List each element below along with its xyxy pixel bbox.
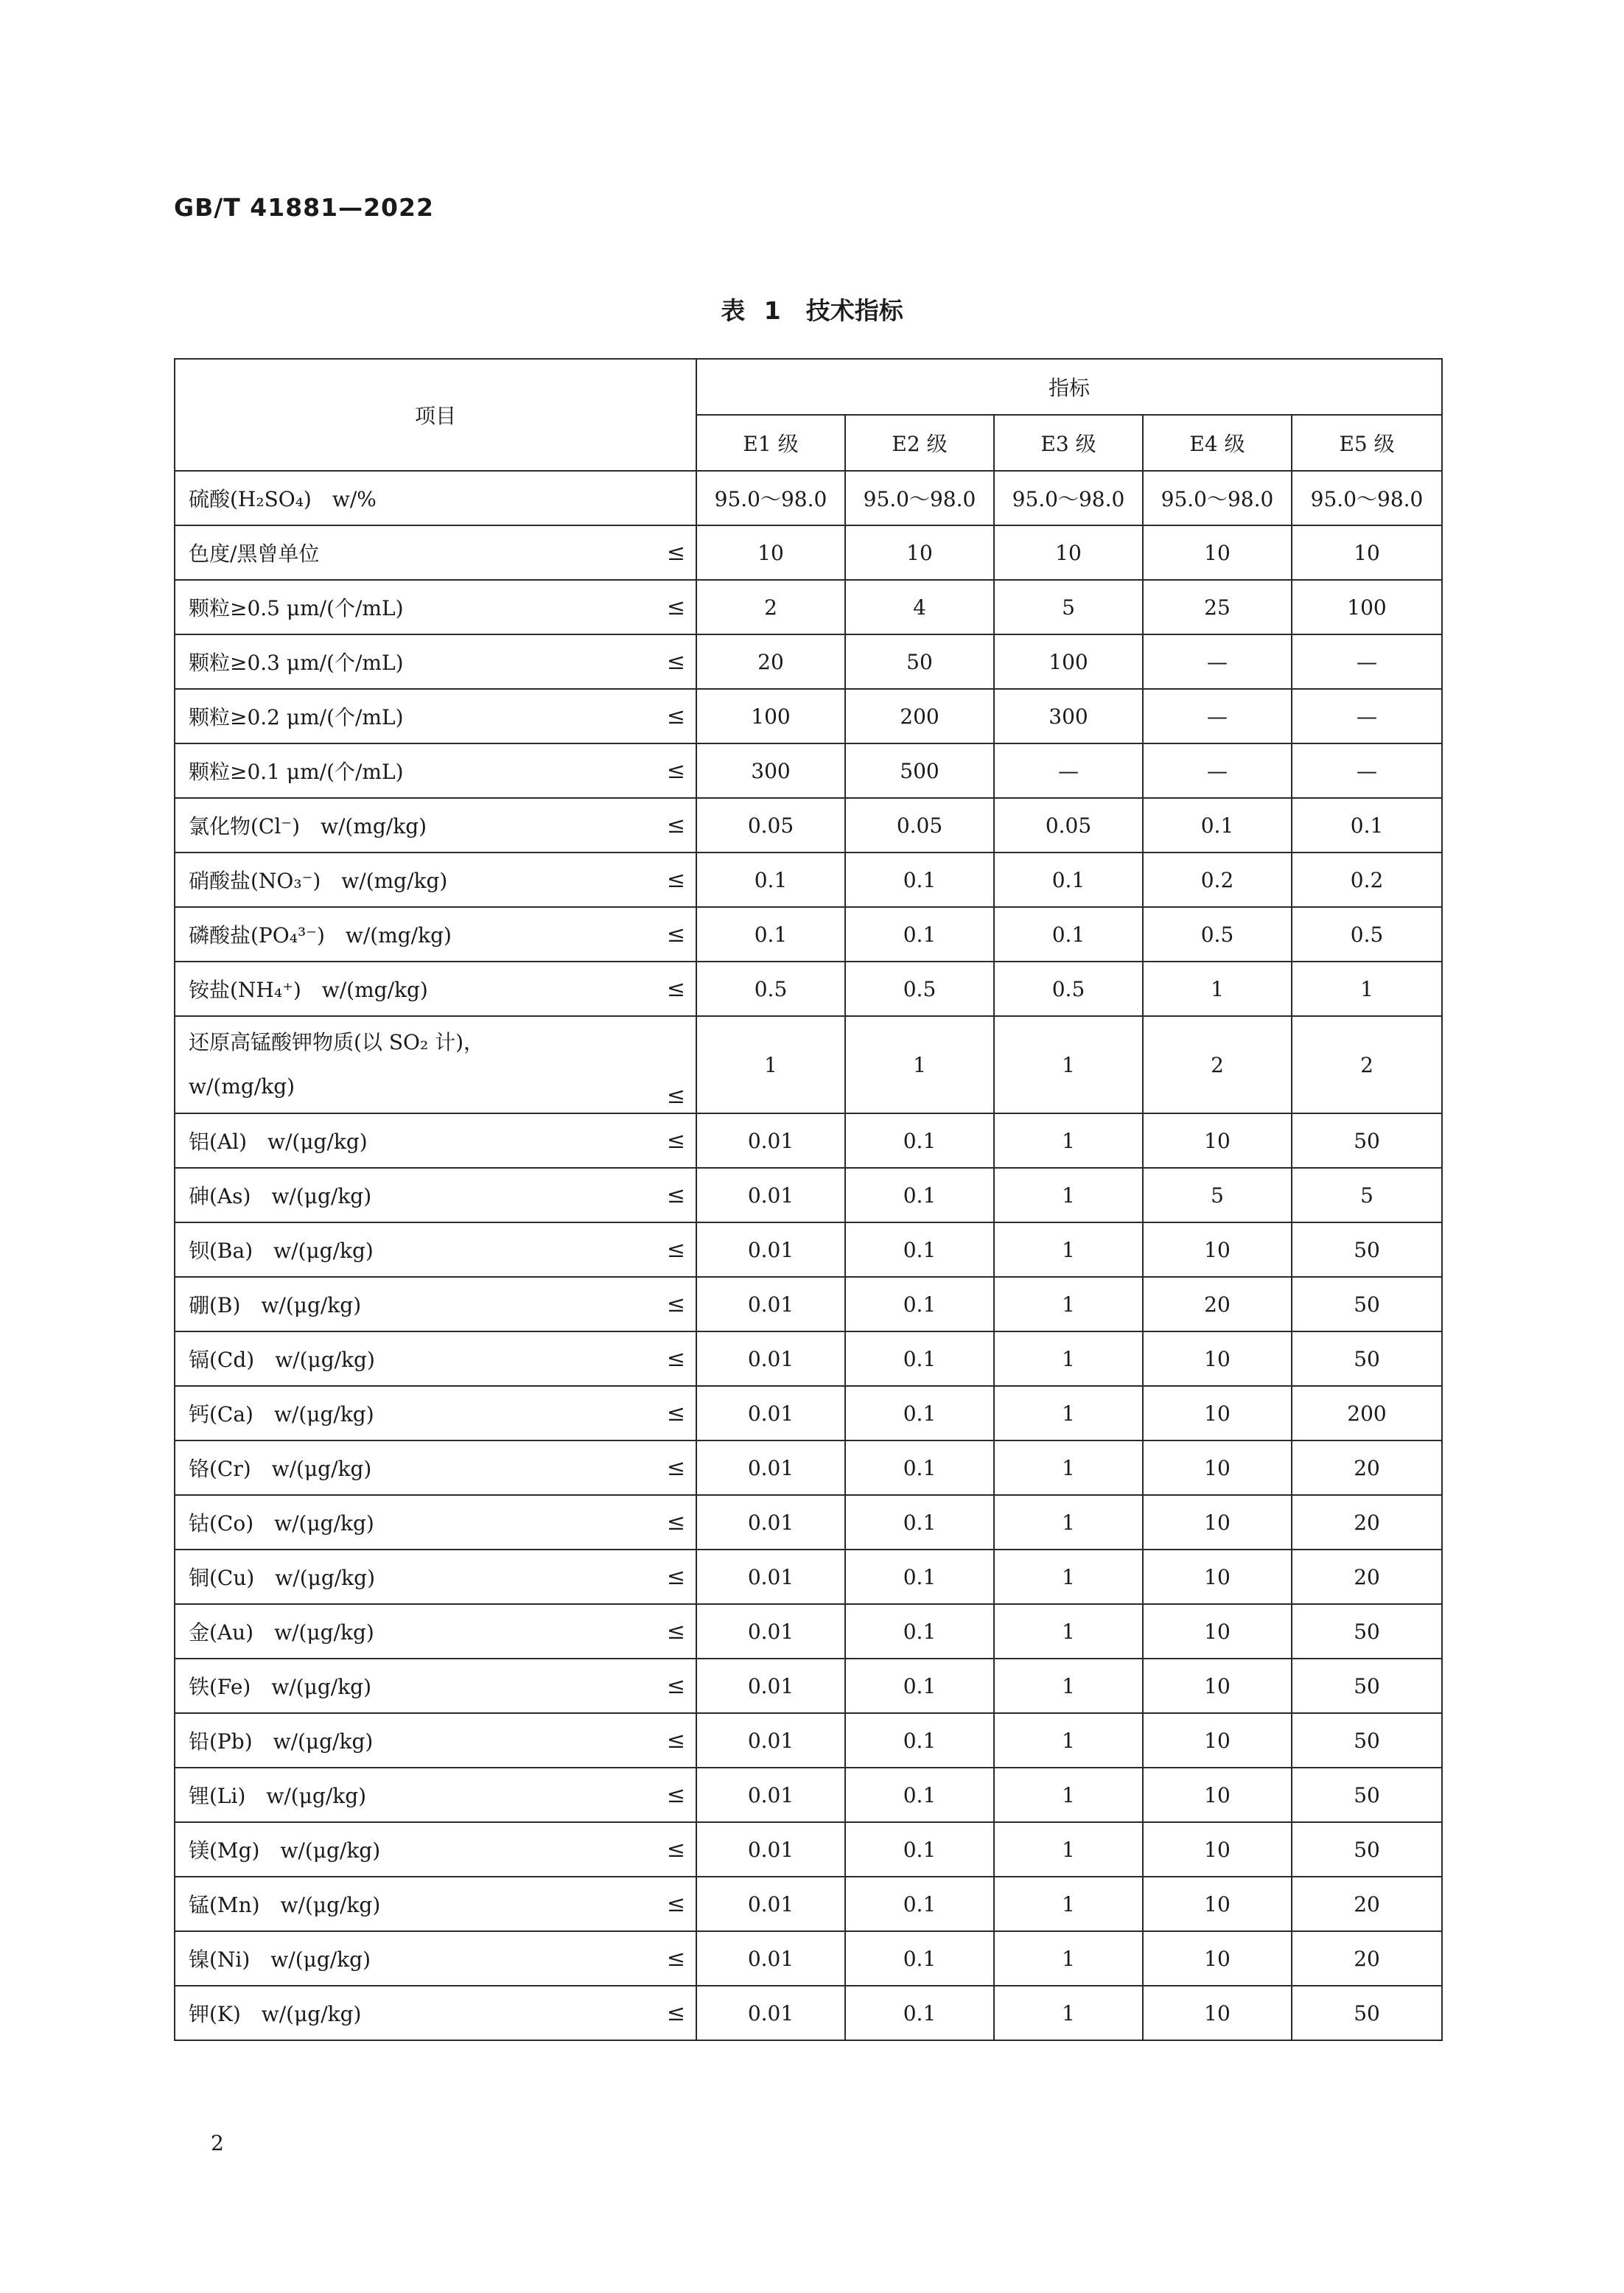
table-row — [175, 1331, 1442, 1386]
table-row — [175, 798, 1442, 853]
item-label: 颗粒≥0.2 μm/(个/mL) — [189, 705, 404, 729]
value-cell: 0.1 — [696, 853, 845, 907]
value-cell: 10 — [1143, 1222, 1292, 1277]
item-label: 锰(Mn) w/(μg/kg) — [189, 1893, 381, 1917]
item-label: 镁(Mg) w/(μg/kg) — [189, 1838, 381, 1863]
value-cell: 50 — [1292, 1222, 1442, 1277]
value-cell: 0.01 — [696, 1277, 845, 1331]
value-cell: 1 — [994, 1713, 1143, 1768]
item-cell — [175, 634, 696, 689]
item-cell — [175, 1659, 696, 1713]
limit-symbol: ≤ — [666, 757, 685, 784]
item-cell — [175, 1931, 696, 1986]
item-label: 铵盐(NH₄⁺) w/(mg/kg) — [189, 978, 428, 1002]
value-cell: 0.1 — [845, 1222, 994, 1277]
value-cell: 50 — [1292, 1659, 1442, 1713]
item-label: 锂(Li) w/(μg/kg) — [189, 1784, 367, 1808]
standard-code: GB/T 41881—2022 — [174, 193, 434, 222]
limit-symbol: ≤ — [666, 1782, 685, 1808]
table-row — [175, 1877, 1442, 1931]
limit-symbol: ≤ — [666, 1236, 685, 1263]
item-label: 镉(Cd) w/(μg/kg) — [189, 1348, 375, 1372]
value-cell: 0.01 — [696, 1550, 845, 1604]
value-cell: 50 — [1292, 1277, 1442, 1331]
value-cell: 10 — [1143, 1331, 1292, 1386]
table-caption: 技术指标 — [805, 296, 903, 325]
table-row — [175, 743, 1442, 798]
table-row — [175, 1495, 1442, 1550]
table-row — [175, 1113, 1442, 1168]
value-cell: 0.1 — [845, 1877, 994, 1931]
limit-symbol: ≤ — [666, 539, 685, 566]
item-cell — [175, 962, 696, 1016]
limit-symbol: ≤ — [666, 1564, 685, 1590]
value-cell: 100 — [994, 634, 1143, 689]
value-cell: 1 — [696, 1016, 845, 1113]
value-cell: 0.01 — [696, 1659, 845, 1713]
value-cell: 1 — [994, 1659, 1143, 1713]
item-cell — [175, 580, 696, 634]
grade-header: E5 级 — [1292, 415, 1442, 471]
table-row — [175, 1768, 1442, 1822]
value-cell: 0.1 — [696, 907, 845, 962]
item-cell — [175, 853, 696, 907]
table-row — [175, 1604, 1442, 1659]
item-label: 金(Au) w/(μg/kg) — [189, 1620, 374, 1645]
value-cell: 10 — [1143, 1768, 1292, 1822]
item-cell — [175, 1877, 696, 1931]
table-row — [175, 1659, 1442, 1713]
value-cell: 0.1 — [845, 1386, 994, 1440]
item-label: 硝酸盐(NO₃⁻) w/(mg/kg) — [189, 869, 448, 893]
table-row — [175, 1016, 1442, 1113]
limit-symbol: ≤ — [666, 594, 685, 620]
item-label: 颗粒≥0.1 μm/(个/mL) — [189, 760, 404, 784]
limit-symbol: ≤ — [666, 867, 685, 893]
value-cell: 10 — [1143, 1659, 1292, 1713]
value-cell: 5 — [1292, 1168, 1442, 1222]
value-cell: 0.2 — [1292, 853, 1442, 907]
item-cell — [175, 1277, 696, 1331]
table-row — [175, 853, 1442, 907]
value-cell: 95.0～98.0 — [1143, 471, 1292, 525]
value-cell: 10 — [1143, 1550, 1292, 1604]
value-cell: 0.1 — [845, 907, 994, 962]
value-cell: 0.01 — [696, 1168, 845, 1222]
value-cell: 0.01 — [696, 1222, 845, 1277]
value-cell: 0.01 — [696, 1386, 845, 1440]
value-cell: 300 — [994, 689, 1143, 743]
item-label: 氯化物(Cl⁻) w/(mg/kg) — [189, 814, 427, 839]
value-cell: 0.01 — [696, 1495, 845, 1550]
table-row — [175, 1386, 1442, 1440]
item-label: 颗粒≥0.5 μm/(个/mL) — [189, 596, 404, 620]
item-label: 钴(Co) w/(μg/kg) — [189, 1511, 374, 1536]
value-cell: 0.01 — [696, 1331, 845, 1386]
value-cell: 0.05 — [994, 798, 1143, 853]
value-cell: — — [1143, 689, 1292, 743]
item-cell — [175, 798, 696, 853]
value-cell: 0.1 — [845, 1768, 994, 1822]
value-cell: 0.1 — [845, 1604, 994, 1659]
value-cell: 10 — [994, 525, 1143, 580]
limit-symbol: ≤ — [666, 976, 685, 1002]
value-cell: 1 — [994, 1495, 1143, 1550]
value-cell: 20 — [1292, 1495, 1442, 1550]
value-cell: 2 — [1292, 1016, 1442, 1113]
value-cell: 20 — [696, 634, 845, 689]
limit-symbol: ≤ — [666, 1400, 685, 1426]
value-cell: 4 — [845, 580, 994, 634]
table-row — [175, 525, 1442, 580]
value-cell: 0.01 — [696, 1604, 845, 1659]
item-cell — [175, 743, 696, 798]
value-cell: 1 — [845, 1016, 994, 1113]
value-cell: 1 — [994, 1440, 1143, 1495]
table-row — [175, 1440, 1442, 1495]
item-cell — [175, 689, 696, 743]
value-cell: 0.01 — [696, 1440, 845, 1495]
limit-symbol: ≤ — [666, 1727, 685, 1754]
value-cell: 95.0～98.0 — [994, 471, 1143, 525]
page-number: 2 — [211, 2131, 224, 2155]
value-cell: 50 — [1292, 1822, 1442, 1877]
item-label: 铝(Al) w/(μg/kg) — [189, 1130, 368, 1154]
item-cell — [175, 1550, 696, 1604]
item-cell — [175, 471, 696, 525]
limit-symbol: ≤ — [666, 1509, 685, 1536]
item-cell — [175, 1713, 696, 1768]
value-cell: 0.01 — [696, 1713, 845, 1768]
table-row — [175, 1822, 1442, 1877]
value-cell: 300 — [696, 743, 845, 798]
value-cell: 10 — [1143, 1822, 1292, 1877]
value-cell: 1 — [994, 1877, 1143, 1931]
value-cell: 0.1 — [845, 1659, 994, 1713]
value-cell: 20 — [1292, 1440, 1442, 1495]
limit-symbol: ≤ — [666, 1291, 685, 1317]
limit-symbol: ≤ — [666, 2000, 685, 2026]
value-cell: 0.1 — [845, 1331, 994, 1386]
table-row — [175, 907, 1442, 962]
limit-symbol: ≤ — [666, 1182, 685, 1208]
value-cell: 0.5 — [994, 962, 1143, 1016]
value-cell: 200 — [845, 689, 994, 743]
value-cell: 10 — [1143, 1986, 1292, 2040]
value-cell: 0.2 — [1143, 853, 1292, 907]
value-cell: 0.01 — [696, 1931, 845, 1986]
value-cell: — — [1292, 743, 1442, 798]
value-cell: 50 — [1292, 1986, 1442, 2040]
item-label: 钡(Ba) w/(μg/kg) — [189, 1239, 374, 1263]
value-cell: 50 — [845, 634, 994, 689]
technical-indicators-table — [174, 358, 1443, 2041]
value-cell: 1 — [994, 1986, 1143, 2040]
item-label-line2: w/(mg/kg) — [189, 1074, 295, 1099]
value-cell: 95.0～98.0 — [696, 471, 845, 525]
item-label: 硫酸(H₂SO₄) w/% — [189, 487, 377, 511]
value-cell: 0.1 — [845, 1168, 994, 1222]
value-cell: 0.1 — [845, 1713, 994, 1768]
value-cell: 0.1 — [1143, 798, 1292, 853]
table-row — [175, 1168, 1442, 1222]
value-cell: 0.1 — [845, 853, 994, 907]
item-label: 钙(Ca) w/(μg/kg) — [189, 1402, 374, 1426]
value-cell: 1 — [1292, 962, 1442, 1016]
item-label: 铁(Fe) w/(μg/kg) — [189, 1675, 372, 1699]
column-header-indicator: 指标 — [696, 359, 1442, 415]
item-label: 还原高锰酸钾物质(以 SO₂ 计)， — [189, 1030, 485, 1054]
item-cell — [175, 1016, 696, 1113]
limit-symbol: ≤ — [666, 1618, 685, 1645]
value-cell: 100 — [696, 689, 845, 743]
value-cell: 95.0～98.0 — [845, 471, 994, 525]
value-cell: 0.1 — [845, 1550, 994, 1604]
value-cell: 100 — [1292, 580, 1442, 634]
value-cell: 10 — [1292, 525, 1442, 580]
value-cell: 1 — [994, 1604, 1143, 1659]
value-cell: 20 — [1292, 1931, 1442, 1986]
value-cell: 0.1 — [845, 1277, 994, 1331]
item-cell — [175, 1768, 696, 1822]
value-cell: 10 — [1143, 1713, 1292, 1768]
table-row — [175, 1713, 1442, 1768]
table-row — [175, 1222, 1442, 1277]
grade-header: E2 级 — [845, 415, 994, 471]
item-cell — [175, 1386, 696, 1440]
value-cell: 0.5 — [1143, 907, 1292, 962]
value-cell: — — [994, 743, 1143, 798]
item-cell — [175, 525, 696, 580]
item-label: 颗粒≥0.3 μm/(个/mL) — [189, 651, 404, 675]
value-cell: 2 — [1143, 1016, 1292, 1113]
value-cell: 0.5 — [696, 962, 845, 1016]
value-cell: 10 — [845, 525, 994, 580]
value-cell: 1 — [994, 1277, 1143, 1331]
value-cell: 1 — [1143, 962, 1292, 1016]
value-cell: 0.1 — [845, 1113, 994, 1168]
value-cell: — — [1292, 634, 1442, 689]
value-cell: 500 — [845, 743, 994, 798]
value-cell: 5 — [1143, 1168, 1292, 1222]
value-cell: 50 — [1292, 1768, 1442, 1822]
value-cell: 1 — [994, 1386, 1143, 1440]
item-cell — [175, 1986, 696, 2040]
limit-symbol: ≤ — [666, 1836, 685, 1863]
value-cell: 5 — [994, 580, 1143, 634]
grade-header: E1 级 — [696, 415, 845, 471]
value-cell: 10 — [696, 525, 845, 580]
value-cell: 0.1 — [994, 907, 1143, 962]
value-cell: 0.01 — [696, 1822, 845, 1877]
value-cell: 50 — [1292, 1713, 1442, 1768]
item-label: 铅(Pb) w/(μg/kg) — [189, 1729, 374, 1754]
value-cell: 1 — [994, 1016, 1143, 1113]
limit-symbol: ≤ — [666, 1083, 685, 1109]
value-cell: 25 — [1143, 580, 1292, 634]
item-cell — [175, 1440, 696, 1495]
value-cell: 1 — [994, 1550, 1143, 1604]
value-cell: 10 — [1143, 525, 1292, 580]
value-cell: — — [1143, 634, 1292, 689]
limit-symbol: ≤ — [666, 1673, 685, 1699]
value-cell: 1 — [994, 1768, 1143, 1822]
table-row — [175, 580, 1442, 634]
value-cell: 10 — [1143, 1386, 1292, 1440]
limit-symbol: ≤ — [666, 1127, 685, 1154]
value-cell: 1 — [994, 1222, 1143, 1277]
table-row — [175, 962, 1442, 1016]
item-label: 镍(Ni) w/(μg/kg) — [189, 1947, 371, 1972]
limit-symbol: ≤ — [666, 648, 685, 675]
value-cell: 20 — [1143, 1277, 1292, 1331]
item-label: 色度/黑曾单位 — [189, 542, 320, 566]
value-cell: 0.01 — [696, 1768, 845, 1822]
grade-header: E4 级 — [1143, 415, 1292, 471]
limit-symbol: ≤ — [666, 1454, 685, 1481]
value-cell: 0.1 — [845, 1931, 994, 1986]
value-cell: 1 — [994, 1822, 1143, 1877]
value-cell: 0.01 — [696, 1986, 845, 2040]
item-label: 铜(Cu) w/(μg/kg) — [189, 1566, 375, 1590]
item-cell — [175, 1168, 696, 1222]
table-row — [175, 1277, 1442, 1331]
item-cell — [175, 1331, 696, 1386]
table-row — [175, 471, 1442, 525]
value-cell: 1 — [994, 1331, 1143, 1386]
value-cell: 95.0～98.0 — [1292, 471, 1442, 525]
value-cell: 10 — [1143, 1877, 1292, 1931]
value-cell: 0.1 — [845, 1822, 994, 1877]
item-label: 铬(Cr) w/(μg/kg) — [189, 1457, 372, 1481]
value-cell: — — [1292, 689, 1442, 743]
item-cell — [175, 1222, 696, 1277]
value-cell: 20 — [1292, 1877, 1442, 1931]
value-cell: 0.5 — [1292, 907, 1442, 962]
limit-symbol: ≤ — [666, 1945, 685, 1972]
item-cell — [175, 1604, 696, 1659]
value-cell: 50 — [1292, 1604, 1442, 1659]
value-cell: 0.1 — [994, 853, 1143, 907]
value-cell: 0.05 — [696, 798, 845, 853]
value-cell: 2 — [696, 580, 845, 634]
value-cell: 0.05 — [845, 798, 994, 853]
item-cell — [175, 1113, 696, 1168]
value-cell: 0.1 — [1292, 798, 1442, 853]
value-cell: 10 — [1143, 1495, 1292, 1550]
value-cell: — — [1143, 743, 1292, 798]
value-cell: 1 — [994, 1931, 1143, 1986]
table-row — [175, 634, 1442, 689]
item-label: 磷酸盐(PO₄³⁻) w/(mg/kg) — [189, 923, 452, 948]
item-label: 硼(B) w/(μg/kg) — [189, 1293, 362, 1317]
value-cell: 20 — [1292, 1550, 1442, 1604]
value-cell: 0.5 — [845, 962, 994, 1016]
item-cell — [175, 1495, 696, 1550]
value-cell: 0.1 — [845, 1440, 994, 1495]
table-row — [175, 689, 1442, 743]
limit-symbol: ≤ — [666, 703, 685, 729]
table-title — [0, 292, 1624, 326]
column-header-item: 项目 — [175, 359, 696, 471]
value-cell: 1 — [994, 1113, 1143, 1168]
item-cell — [175, 907, 696, 962]
value-cell: 10 — [1143, 1440, 1292, 1495]
limit-symbol: ≤ — [666, 1345, 685, 1372]
value-cell: 10 — [1143, 1113, 1292, 1168]
value-cell: 0.1 — [845, 1986, 994, 2040]
item-label: 钾(K) w/(μg/kg) — [189, 2002, 362, 2026]
value-cell: 50 — [1292, 1113, 1442, 1168]
value-cell: 0.01 — [696, 1113, 845, 1168]
table-row — [175, 1986, 1442, 2040]
value-cell: 0.1 — [845, 1495, 994, 1550]
grade-header: E3 级 — [994, 415, 1143, 471]
item-cell — [175, 1822, 696, 1877]
limit-symbol: ≤ — [666, 921, 685, 948]
value-cell: 50 — [1292, 1331, 1442, 1386]
item-label: 砷(As) w/(μg/kg) — [189, 1184, 372, 1208]
limit-symbol: ≤ — [666, 812, 685, 839]
value-cell: 10 — [1143, 1931, 1292, 1986]
table-number: 表 1 — [721, 296, 781, 325]
table-row — [175, 1931, 1442, 1986]
value-cell: 0.01 — [696, 1877, 845, 1931]
value-cell: 200 — [1292, 1386, 1442, 1440]
limit-symbol: ≤ — [666, 1891, 685, 1917]
value-cell: 1 — [994, 1168, 1143, 1222]
value-cell: 10 — [1143, 1604, 1292, 1659]
table-row — [175, 1550, 1442, 1604]
